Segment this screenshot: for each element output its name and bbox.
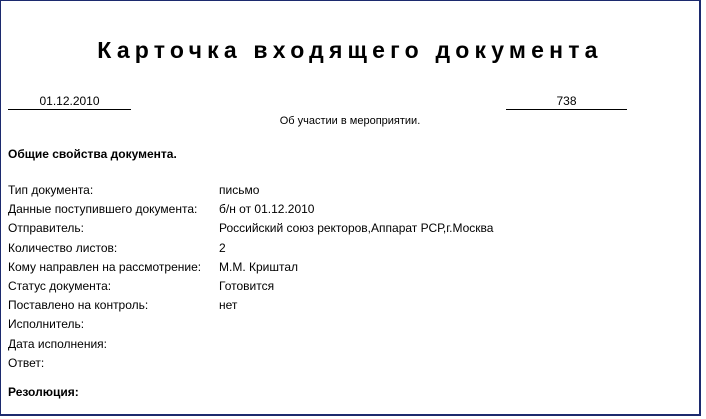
properties-list xyxy=(8,181,688,373)
property-value: 2 xyxy=(219,240,226,255)
property-label: Количество листов: xyxy=(8,240,118,255)
property-value: нет xyxy=(219,298,238,313)
property-label: Исполнитель: xyxy=(8,317,85,332)
document-date: 01.12.2010 xyxy=(8,94,131,110)
property-row-status xyxy=(8,277,688,296)
property-label: Ответ: xyxy=(8,355,45,370)
page-title: Карточка входящего документа xyxy=(97,37,603,63)
property-row-executor xyxy=(8,315,688,334)
property-row-control xyxy=(8,296,688,315)
property-label: Поставлено на контроль: xyxy=(8,298,149,313)
document-number: 738 xyxy=(506,94,627,110)
property-value: Российский союз ректоров,Аппарат РСР,г.Москва xyxy=(219,221,494,236)
property-label: Тип документа: xyxy=(8,183,94,197)
property-row-answer xyxy=(8,354,688,373)
property-label: Дата исполнения: xyxy=(8,336,107,351)
document-subject: Об участии в мероприятии. xyxy=(279,115,421,127)
property-label: Отправитель: xyxy=(8,221,84,236)
property-value: М.М. Криштал xyxy=(219,259,299,274)
property-row-execution-date xyxy=(8,335,688,354)
property-label: Статус документа: xyxy=(8,278,112,293)
property-label: Данные поступившего документа: xyxy=(8,202,198,217)
property-value: Готовится xyxy=(219,278,275,293)
property-row-sender xyxy=(8,219,688,238)
section-title: Общие свойства документа. xyxy=(8,147,177,161)
property-row-type xyxy=(8,181,688,200)
property-row-addressee xyxy=(8,258,688,277)
property-row-incoming-data xyxy=(8,200,688,219)
property-label: Кому направлен на рассмотрение: xyxy=(8,259,202,274)
property-value: б/н от 01.12.2010 xyxy=(219,202,315,217)
property-value: письмо xyxy=(219,183,260,197)
property-row-sheets xyxy=(8,239,688,258)
resolution-label: Резолюция: xyxy=(8,385,79,399)
